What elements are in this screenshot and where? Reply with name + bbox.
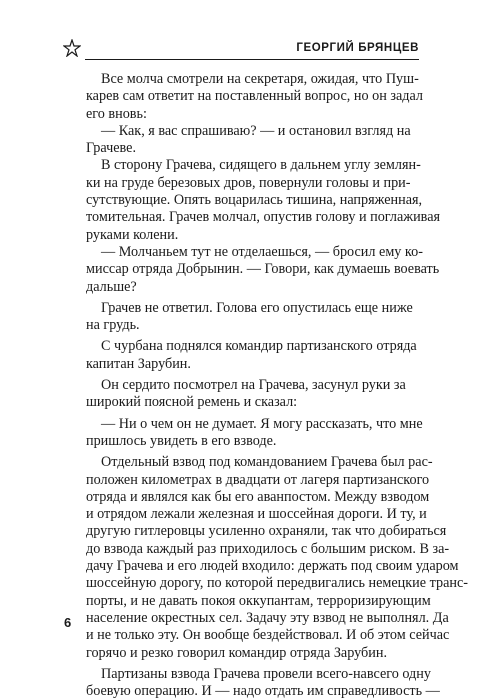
text-line: пришлось увидеть в его взводе. bbox=[86, 432, 277, 449]
text-line: — Как, я вас спрашиваю? — и остановил взгляд на bbox=[101, 122, 411, 139]
text-line: В сторону Грачева, сидящего в дальнем углу землян- bbox=[101, 157, 421, 174]
text-line: до взвода каждый раз приходилось с большим риском. В за- bbox=[86, 540, 450, 557]
text-line: карев сам ответит на поставленный вопрос, но он задал bbox=[86, 88, 423, 105]
text-line: шоссейную дорогу, по которой передвигались немецкие транс- bbox=[86, 575, 468, 592]
text-line: сутствующие. Опять воцарилась тишина, напряженная, bbox=[86, 192, 423, 209]
header-rule bbox=[85, 59, 419, 60]
page-number: 6 bbox=[64, 615, 72, 630]
text-line: порты, и не давать покоя оккупантам, терроризирующим bbox=[86, 592, 431, 609]
text-line: боевую операцию. И — надо отдать им справедливость — bbox=[86, 683, 440, 700]
text-line: капитан Зарубин. bbox=[86, 355, 191, 372]
text-line: широкий поясной ремень и сказал: bbox=[86, 394, 298, 411]
body-text bbox=[86, 71, 468, 700]
text-line: другую гитлеровцы усиленно охраняли, так что добираться bbox=[86, 523, 447, 540]
text-line: отряда и являлся как бы его аванпостом. Между взводом bbox=[86, 488, 430, 505]
text-line: Отдельный взвод под командованием Грачева был рас- bbox=[101, 454, 433, 471]
text-line: горячо и резко говорил командир отряда Зарубин. bbox=[86, 644, 387, 661]
text-line: дачу Грачева и его людей входило: держать под своим ударом bbox=[86, 558, 459, 575]
text-line: дальше? bbox=[86, 278, 137, 295]
text-line: Грачев не ответил. Голова его опустилась еще ниже bbox=[101, 299, 413, 316]
text-line: Партизаны взвода Грачева провели всего-навсего одну bbox=[101, 665, 431, 682]
star-icon bbox=[63, 39, 81, 57]
text-line: С чурбана поднялся командир партизанского отряда bbox=[101, 338, 417, 355]
text-line: томительная. Грачев молчал, опустив голову и поглаживая bbox=[86, 209, 441, 226]
text-line: — Молчаньем тут не отделаешься, — бросил ему ко- bbox=[101, 243, 423, 260]
text-line: миссар отряда Добрынин. — Говори, как думаешь воевать bbox=[86, 261, 440, 278]
text-line: руками колени. bbox=[86, 226, 179, 243]
text-line: его вновь: bbox=[86, 105, 147, 122]
page-header bbox=[63, 39, 419, 61]
text-line: Все молча смотрели на секретаря, ожидая, что Пуш- bbox=[101, 71, 419, 87]
text-line: ки на груде березовых дров, повернули головы и при- bbox=[86, 174, 411, 191]
text-line: — Ни о чем он не думает. Я могу рассказать, что мне bbox=[101, 415, 423, 432]
text-line: на грудь. bbox=[86, 317, 140, 334]
text-line: и не только эту. Он вообще бездействовал. И об этом сейчас bbox=[86, 627, 450, 644]
running-head: ГЕОРГИЙ БРЯНЦЕВ bbox=[296, 42, 419, 54]
text-line: Грачеве. bbox=[86, 140, 137, 157]
text-line: и отрядом лежали железная и шоссейная дороги. И ту, и bbox=[86, 506, 427, 523]
text-line: Он сердито посмотрел на Грачева, засунул руки за bbox=[101, 377, 406, 394]
text-line: население окрестных сел. Задачу эту взвод не выполнял. Да bbox=[86, 609, 449, 626]
text-line: положен километрах в двадцати от лагеря партизанского bbox=[86, 471, 430, 488]
